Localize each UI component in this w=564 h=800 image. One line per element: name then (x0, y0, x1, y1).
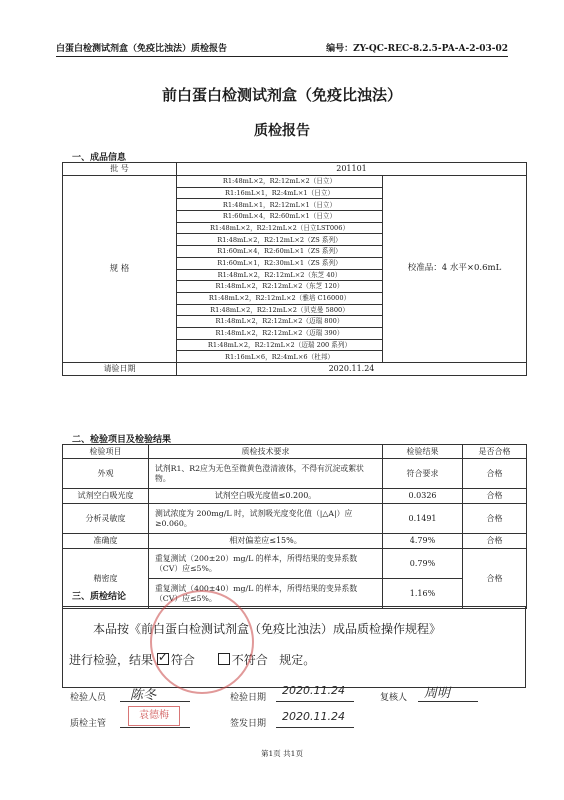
conclusion-box (62, 606, 526, 688)
option-fail: 不符合 (231, 653, 268, 667)
batch-value: 201101 (177, 163, 527, 176)
result-cell: 0.79% (383, 549, 463, 579)
spec-row: R1:48mL×2，R2:12mL×2（东芝 120） (177, 281, 383, 293)
col-header: 是否合格 (463, 445, 527, 459)
spec-row: R1:48mL×2，R2:12mL×2（ZS 系列） (177, 234, 383, 246)
requirement-cell: 相对偏差应≤15%。 (149, 534, 383, 549)
item-cell: 准确度 (63, 534, 149, 549)
requirement-cell: 试剂空白吸光度值≤0.200。 (149, 489, 383, 504)
item-cell: 外观 (63, 459, 149, 489)
requirement-cell: 测试浓度为 200mg/L 时，试剂吸光度变化值（|△A|）应≥0.060。 (149, 504, 383, 534)
reviewer-signature: 周明 (424, 686, 451, 701)
doc-number: 编号：ZY-QC-REC-8.2.5-PA-A-2-03-02 (326, 44, 508, 54)
col-header: 检验项目 (63, 445, 149, 459)
spec-row: R1:60mL×4，R2:60mL×1（日立） (177, 211, 383, 223)
item-cell: 分析灵敏度 (63, 504, 149, 534)
pass-cell: 合格 (463, 459, 527, 489)
inspect-date-label: 检验日期 (230, 693, 267, 703)
inspect-date: 2020.11.24 (282, 684, 345, 697)
requirement-cell: 试剂R1、R2应为无色至微黄色澄清液体，不得有沉淀或絮状物。 (149, 459, 383, 489)
page-header (56, 40, 508, 57)
spec-row: R1:48mL×2，R2:12mL×2（雅培 C16000） (177, 292, 383, 304)
col-header: 检验结果 (383, 445, 463, 459)
conclusion-line1: 本品按《前白蛋白检测试剂盒（免疫比浊法）成品质检操作规程》 (93, 622, 442, 636)
supervisor-label: 质检主管 (70, 719, 107, 729)
section3-heading: 三、质检结论 (72, 592, 127, 602)
supervisor-seal: 袁德梅 (128, 706, 180, 726)
conclusion-suffix: 规定。 (279, 653, 316, 667)
result-cell: 符合要求 (383, 459, 463, 489)
reviewer-label: 复核人 (380, 693, 408, 703)
calibrator-spec: 校准品：4 水平×0.6mL (383, 176, 527, 363)
spec-row: R1:48mL×2，R2:12mL×2（东芝 40） (177, 269, 383, 281)
section2-heading: 二、检验项目及检验结果 (72, 435, 172, 445)
request-date: 2020.11.24 (177, 363, 527, 376)
pass-cell: 合格 (463, 534, 527, 549)
result-cell: 0.0326 (383, 489, 463, 504)
reviewer-line (418, 701, 478, 702)
col-header: 质检技术要求 (149, 445, 383, 459)
header-title: 白蛋白检测试剂盒（免疫比浊法）质检报告 (56, 44, 228, 54)
option-pass: 符合 (170, 653, 195, 667)
pass-cell: 合格 (463, 549, 527, 609)
pass-cell: 合格 (463, 504, 527, 534)
product-info-table (62, 162, 527, 376)
spec-row: R1:48mL×2，R2:12mL×2（迈瑞 390） (177, 327, 383, 339)
result-cell: 1.16% (383, 579, 463, 609)
spec-row: R1:48mL×1，R2:12mL×1（日立） (177, 199, 383, 211)
spec-row: R1:60mL×1，R2:30mL×1（ZS 系列） (177, 257, 383, 269)
spec-row: R1:16mL×6，R2:4mL×6（杜邦） (177, 351, 383, 363)
inspector-signature: 陈冬 (130, 688, 157, 703)
main-title: 前白蛋白检测试剂盒（免疫比浊法） (161, 86, 402, 104)
requirement-cell: 重复测试（400±40）mg/L 的样本，所得结果的变异系数（CV）应≤5%。 (149, 579, 383, 609)
spec-row: R1:48mL×2，R2:12mL×2（迈瑞 200 系列） (177, 339, 383, 351)
inspect-date-line (276, 701, 354, 702)
spec-row: R1:48mL×2，R2:12mL×2（日立） (177, 176, 383, 188)
spec-row: R1:48mL×2，R2:12mL×2（贝克曼 5800） (177, 304, 383, 316)
company-seal-icon (150, 590, 254, 694)
item-cell: 试剂空白吸光度 (63, 489, 149, 504)
result-cell: 4.79% (383, 534, 463, 549)
issue-date: 2020.11.24 (282, 710, 345, 723)
date-label: 请验日期 (63, 363, 177, 376)
batch-label: 批 号 (63, 163, 177, 176)
sub-title: 质检报告 (254, 123, 310, 139)
conclusion-prefix: 进行检验，结果 (69, 653, 154, 667)
pass-cell: 合格 (463, 489, 527, 504)
issue-date-line (276, 727, 354, 728)
spec-row: R1:48mL×2，R2:12mL×2（日立LST006） (177, 222, 383, 234)
spec-row: R1:48mL×2，R2:12mL×2（迈瑞 800） (177, 316, 383, 328)
inspection-table (62, 444, 527, 609)
inspector-label: 检验人员 (70, 693, 107, 703)
issue-date-label: 签发日期 (230, 719, 267, 729)
page-number: 第1页 共1页 (261, 749, 303, 758)
spec-row: R1:16mL×1，R2:4mL×1（日立） (177, 187, 383, 199)
section1-heading: 一、成品信息 (72, 153, 127, 163)
spec-label: 规 格 (63, 176, 177, 363)
item-cell: 精密度 (63, 549, 149, 609)
result-cell: 0.1491 (383, 504, 463, 534)
spec-row: R1:60mL×4，R2:60mL×1（ZS 系列） (177, 246, 383, 258)
requirement-cell: 重复测试（200±20）mg/L 的样本，所得结果的变异系数（CV）应≤5%。 (149, 549, 383, 579)
supervisor-line (120, 727, 190, 728)
